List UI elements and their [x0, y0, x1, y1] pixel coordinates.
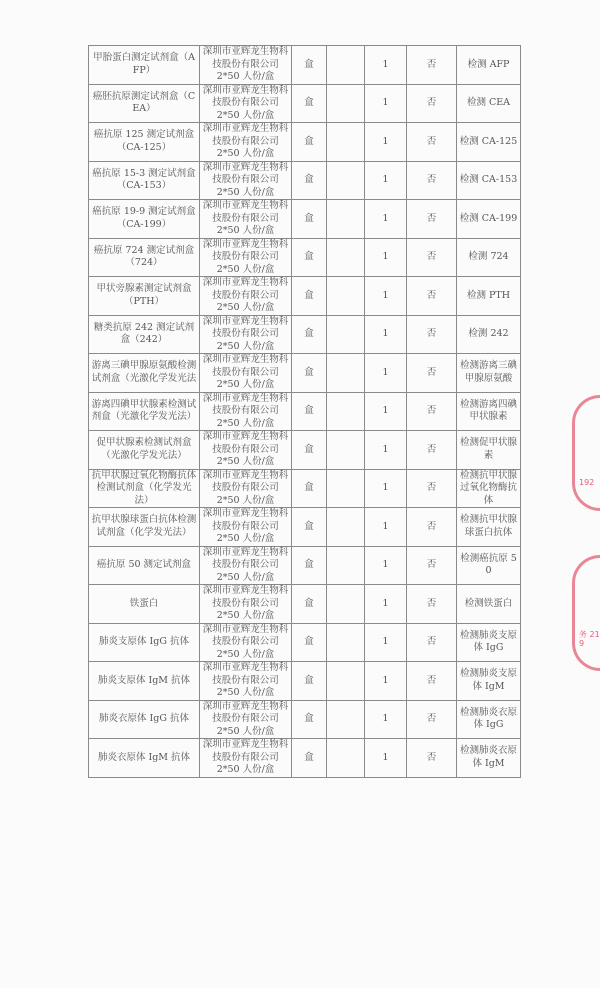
table-row: [89, 700, 521, 739]
unit-cell: 盒: [292, 739, 327, 778]
flag-cell: 否: [407, 739, 457, 778]
supplier-name: 深圳市亚辉龙生物科技股份有限公司: [202, 431, 289, 455]
unit-cell: 盒: [292, 508, 327, 547]
purpose-cell: 检测抗甲状腺球蛋白抗体: [457, 508, 521, 547]
quantity-cell: 1: [365, 431, 407, 470]
table-row: [89, 662, 521, 701]
supplier-cell: [200, 662, 292, 701]
quantity-cell: 1: [365, 161, 407, 200]
purpose-cell: 检测 AFP: [457, 46, 521, 85]
purpose-cell: 检测肺炎衣原体 IgM: [457, 739, 521, 778]
supplier-cell: [200, 546, 292, 585]
supplier-cell: [200, 739, 292, 778]
item-name-cell: 甲状旁腺素测定试剂盒（PTH）: [89, 277, 200, 316]
quantity-cell: 1: [365, 700, 407, 739]
purpose-cell: 检测游离四碘甲状腺素: [457, 392, 521, 431]
package-spec: 2*50 人份/盒: [216, 610, 275, 621]
supplier-cell: [200, 200, 292, 239]
quantity-cell: 1: [365, 46, 407, 85]
package-spec: 2*50 人份/盒: [216, 725, 275, 737]
blank-cell: [327, 623, 365, 662]
supplier-cell: [200, 123, 292, 162]
blank-cell: [327, 508, 365, 547]
red-seal-stamp: [572, 395, 600, 511]
item-name-cell: 癌胚抗原测定试剂盒（CEA）: [89, 84, 200, 123]
supplier-name: 深圳市亚辉龙生物科技股份有限公司: [202, 238, 289, 262]
supplier-name: 深圳市亚辉龙生物科技股份有限公司: [202, 739, 289, 763]
flag-cell: 否: [407, 431, 457, 470]
table-row: [89, 585, 521, 624]
package-spec: 2*50 人份/盒: [216, 263, 275, 275]
table-row: [89, 546, 521, 585]
supplier-name: 深圳市亚辉龙生物科技股份有限公司: [202, 161, 289, 185]
supplier-cell: [200, 508, 292, 547]
supplier-name: 深圳市亚辉龙生物科技股份有限公司: [202, 84, 289, 108]
purpose-cell: 检测癌抗原 50: [457, 546, 521, 585]
unit-cell: 盒: [292, 431, 327, 470]
item-name-cell: 癌抗原 50 测定试剂盒: [89, 546, 200, 585]
blank-cell: [327, 546, 365, 585]
supplier-cell: [200, 354, 292, 393]
package-spec: 2*50 人份/盒: [216, 456, 275, 467]
purpose-cell: 检测肺炎支原体 IgM: [457, 662, 521, 701]
table-row: [89, 161, 521, 200]
package-spec: 2*50 人份/盒: [216, 71, 275, 82]
unit-cell: 盒: [292, 392, 327, 431]
flag-cell: 否: [407, 354, 457, 393]
table-row: [89, 392, 521, 431]
blank-cell: [327, 315, 365, 354]
flag-cell: 否: [407, 392, 457, 431]
blank-cell: [327, 354, 365, 393]
blank-cell: [327, 739, 365, 778]
quantity-cell: 1: [365, 200, 407, 239]
quantity-cell: 1: [365, 315, 407, 354]
unit-cell: 盒: [292, 277, 327, 316]
purpose-cell: 检测 CA-199: [457, 200, 521, 239]
quantity-cell: 1: [365, 508, 407, 547]
item-name-cell: 促甲状腺素检测试剂盒（光激化学发光法）: [89, 431, 200, 470]
item-name-cell: 糖类抗原 242 测定试剂盒（242）: [89, 315, 200, 354]
blank-cell: [327, 277, 365, 316]
purpose-cell: 检测促甲状腺素: [457, 431, 521, 470]
quantity-cell: 1: [365, 277, 407, 316]
package-spec: 2*50 人份/盒: [216, 379, 275, 390]
package-spec: 2*50 人份/盒: [216, 494, 275, 506]
quantity-cell: 1: [365, 84, 407, 123]
blank-cell: [327, 46, 365, 85]
flag-cell: 否: [407, 315, 457, 354]
quantity-cell: 1: [365, 739, 407, 778]
table-row: [89, 84, 521, 123]
unit-cell: 盒: [292, 546, 327, 585]
supplier-cell: [200, 161, 292, 200]
supplier-name: 深圳市亚辉龙生物科技股份有限公司: [202, 508, 289, 532]
supplier-cell: [200, 623, 292, 662]
flag-cell: 否: [407, 200, 457, 239]
supplier-cell: [200, 277, 292, 316]
flag-cell: 否: [407, 84, 457, 123]
flag-cell: 否: [407, 700, 457, 739]
blank-cell: [327, 238, 365, 277]
unit-cell: 盒: [292, 623, 327, 662]
package-spec: 2*50 人份/盒: [216, 764, 275, 775]
flag-cell: 否: [407, 508, 457, 547]
purpose-cell: 检测 CEA: [457, 84, 521, 123]
reagent-table: [88, 45, 521, 778]
blank-cell: [327, 84, 365, 123]
blank-cell: [327, 585, 365, 624]
blank-cell: [327, 431, 365, 470]
quantity-cell: 1: [365, 623, 407, 662]
item-name-cell: 肺炎支原体 IgM 抗体: [89, 662, 200, 701]
item-name-cell: 肺炎支原体 IgG 抗体: [89, 623, 200, 662]
flag-cell: 否: [407, 623, 457, 662]
item-name-cell: 游离三碘甲腺原氨酸检测试剂盒（光激化学发光法: [89, 354, 200, 393]
supplier-name: 深圳市亚辉龙生物科技股份有限公司: [202, 315, 289, 339]
unit-cell: 盒: [292, 662, 327, 701]
item-name-cell: 癌抗原 19-9 测定试剂盒（CA-199）: [89, 200, 200, 239]
blank-cell: [327, 392, 365, 431]
purpose-cell: 检测游离三碘甲腺原氨酸: [457, 354, 521, 393]
supplier-name: 深圳市亚辉龙生物科技股份有限公司: [202, 623, 289, 647]
purpose-cell: 检测抗甲状腺过氧化物酶抗体: [457, 469, 521, 508]
table-row: [89, 315, 521, 354]
supplier-name: 深圳市亚辉龙生物科技股份有限公司: [202, 585, 289, 609]
flag-cell: 否: [407, 123, 457, 162]
unit-cell: 盒: [292, 469, 327, 508]
unit-cell: 盒: [292, 123, 327, 162]
quantity-cell: 1: [365, 546, 407, 585]
purpose-cell: 检测 CA-125: [457, 123, 521, 162]
table-row: [89, 277, 521, 316]
supplier-cell: [200, 84, 292, 123]
supplier-cell: [200, 46, 292, 85]
item-name-cell: 甲胎蛋白测定试剂盒（AFP）: [89, 46, 200, 85]
package-spec: 2*50 人份/盒: [216, 302, 275, 313]
flag-cell: 否: [407, 238, 457, 277]
supplier-cell: [200, 392, 292, 431]
supplier-name: 深圳市亚辉龙生物科技股份有限公司: [202, 392, 289, 416]
table-row: [89, 123, 521, 162]
supplier-cell: [200, 315, 292, 354]
flag-cell: 否: [407, 585, 457, 624]
stamp-text: 192: [579, 478, 595, 487]
package-spec: 2*50 人份/盒: [216, 340, 275, 352]
table-row: [89, 508, 521, 547]
item-name-cell: 抗甲状腺球蛋白抗体检测试剂盒（化学发光法）: [89, 508, 200, 547]
item-name-cell: 肺炎衣原体 IgG 抗体: [89, 700, 200, 739]
flag-cell: 否: [407, 662, 457, 701]
red-seal-stamp: [572, 555, 600, 671]
quantity-cell: 1: [365, 238, 407, 277]
supplier-name: 深圳市亚辉龙生物科技股份有限公司: [202, 277, 289, 301]
blank-cell: [327, 123, 365, 162]
item-name-cell: 游离四碘甲状腺素检测试剂盒（光激化学发光法）: [89, 392, 200, 431]
quantity-cell: 1: [365, 662, 407, 701]
package-spec: 2*50 人份/盒: [216, 533, 275, 544]
unit-cell: 盒: [292, 315, 327, 354]
unit-cell: 盒: [292, 585, 327, 624]
supplier-name: 深圳市亚辉龙生物科技股份有限公司: [202, 46, 289, 70]
purpose-cell: 检测肺炎衣原体 IgG: [457, 700, 521, 739]
flag-cell: 否: [407, 469, 457, 508]
table-row: [89, 469, 521, 508]
purpose-cell: 检测 724: [457, 238, 521, 277]
blank-cell: [327, 700, 365, 739]
purpose-cell: 检测 PTH: [457, 277, 521, 316]
package-spec: 2*50 人份/盒: [216, 687, 275, 698]
purpose-cell: 检测 242: [457, 315, 521, 354]
table-row: [89, 200, 521, 239]
item-name-cell: 铁蛋白: [89, 585, 200, 624]
item-name-cell: 癌抗原 724 测定试剂盒（724）: [89, 238, 200, 277]
flag-cell: 否: [407, 46, 457, 85]
unit-cell: 盒: [292, 238, 327, 277]
supplier-name: 深圳市亚辉龙生物科技股份有限公司: [202, 469, 289, 493]
table-row: [89, 354, 521, 393]
purpose-cell: 检测 CA-153: [457, 161, 521, 200]
supplier-name: 深圳市亚辉龙生物科技股份有限公司: [202, 662, 289, 686]
supplier-cell: [200, 431, 292, 470]
package-spec: 2*50 人份/盒: [216, 109, 275, 121]
table-row: [89, 238, 521, 277]
quantity-cell: 1: [365, 392, 407, 431]
blank-cell: [327, 469, 365, 508]
purpose-cell: 检测肺炎支原体 IgG: [457, 623, 521, 662]
supplier-name: 深圳市亚辉龙生物科技股份有限公司: [202, 546, 289, 570]
package-spec: 2*50 人份/盒: [216, 225, 275, 236]
supplier-cell: [200, 238, 292, 277]
item-name-cell: 抗甲状腺过氧化物酶抗体检测试剂盒（化学发光法）: [89, 469, 200, 508]
unit-cell: 盒: [292, 354, 327, 393]
supplier-cell: [200, 585, 292, 624]
supplier-cell: [200, 469, 292, 508]
quantity-cell: 1: [365, 354, 407, 393]
unit-cell: 盒: [292, 200, 327, 239]
package-spec: 2*50 人份/盒: [216, 148, 275, 159]
blank-cell: [327, 161, 365, 200]
unit-cell: 盒: [292, 161, 327, 200]
unit-cell: 盒: [292, 46, 327, 85]
table-row: [89, 46, 521, 85]
table-row: [89, 739, 521, 778]
unit-cell: 盒: [292, 700, 327, 739]
quantity-cell: 1: [365, 585, 407, 624]
flag-cell: 否: [407, 546, 457, 585]
stamp-text: 务 219: [579, 630, 600, 648]
item-name-cell: 癌抗原 15-3 测定试剂盒（CA-153）: [89, 161, 200, 200]
supplier-name: 深圳市亚辉龙生物科技股份有限公司: [202, 700, 289, 724]
supplier-cell: [200, 700, 292, 739]
quantity-cell: 1: [365, 469, 407, 508]
table-row: [89, 623, 521, 662]
blank-cell: [327, 662, 365, 701]
package-spec: 2*50 人份/盒: [216, 648, 275, 660]
supplier-name: 深圳市亚辉龙生物科技股份有限公司: [202, 123, 289, 147]
supplier-name: 深圳市亚辉龙生物科技股份有限公司: [202, 354, 289, 378]
blank-cell: [327, 200, 365, 239]
flag-cell: 否: [407, 277, 457, 316]
item-name-cell: 肺炎衣原体 IgM 抗体: [89, 739, 200, 778]
package-spec: 2*50 人份/盒: [216, 186, 275, 198]
supplier-name: 深圳市亚辉龙生物科技股份有限公司: [202, 200, 289, 224]
flag-cell: 否: [407, 161, 457, 200]
unit-cell: 盒: [292, 84, 327, 123]
item-name-cell: 癌抗原 125 测定试剂盒（CA-125）: [89, 123, 200, 162]
quantity-cell: 1: [365, 123, 407, 162]
package-spec: 2*50 人份/盒: [216, 417, 275, 429]
package-spec: 2*50 人份/盒: [216, 571, 275, 583]
purpose-cell: 检测铁蛋白: [457, 585, 521, 624]
table-row: [89, 431, 521, 470]
